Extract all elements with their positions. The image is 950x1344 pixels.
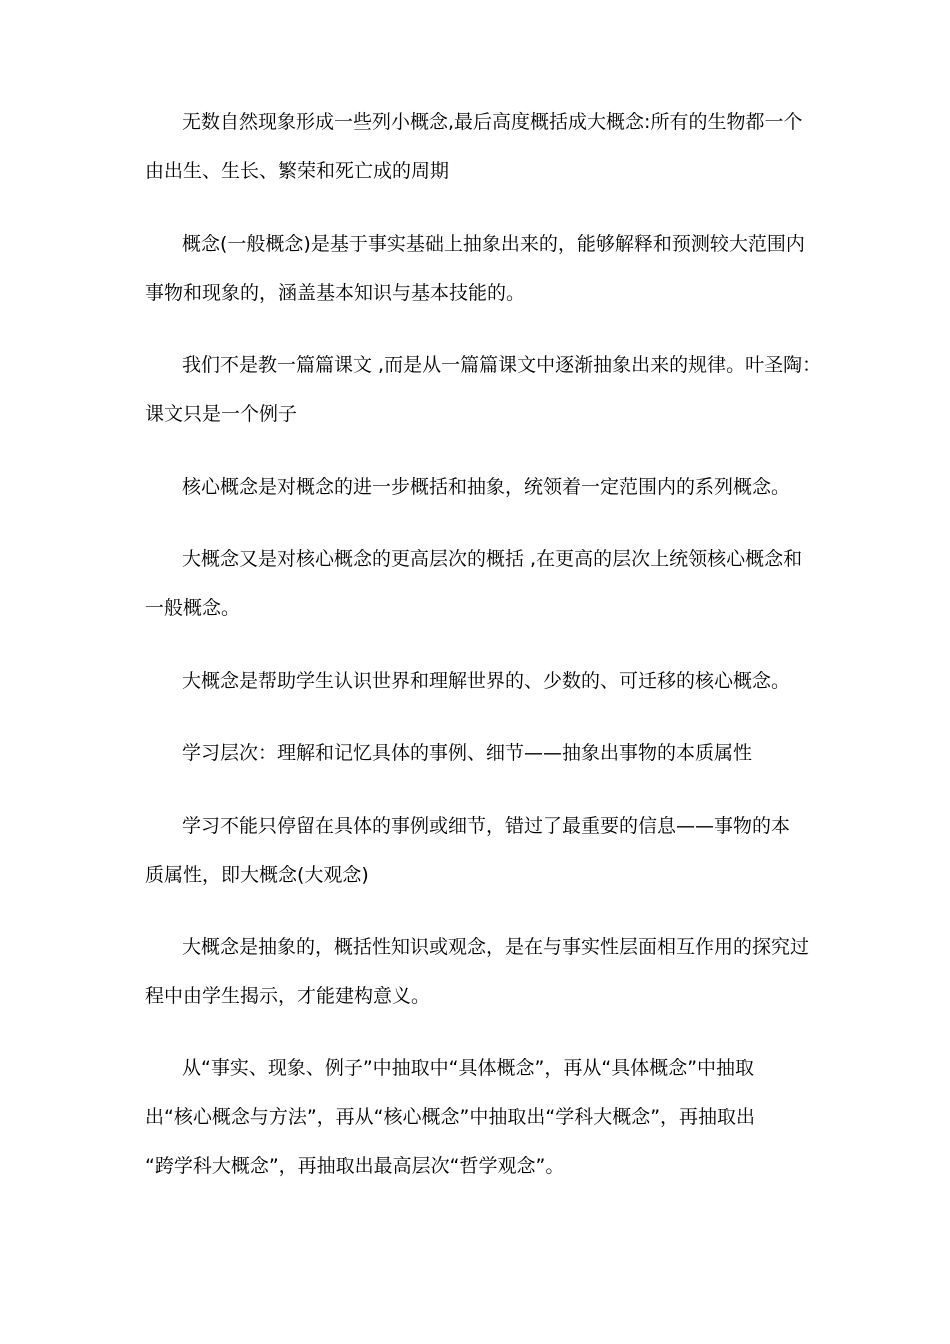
paragraph-1-line-1: 无数自然现象形成一些列小概念,最后高度概括成大概念:所有的生物都一个 — [182, 111, 803, 133]
paragraph-7-line-1: 学习层次：理解和记忆具体的事例、细节——抽象出事物的本质属性 — [182, 742, 753, 764]
paragraph-2-line-2: 事物和现象的，涵盖基本知识与基本技能的。 — [145, 282, 526, 304]
paragraph-9-line-1: 大概念是抽象的，概括性知识或观念，是在与事实性层面相互作用的探究过 — [182, 936, 810, 958]
paragraph-10-line-1: 从“事实、现象、例子”中抽取中“具体概念”，再从“具体概念”中抽取 — [182, 1057, 755, 1079]
paragraph-4-line-1: 核心概念是对概念的进一步概括和抽象，统领着一定范围内的系列概念。 — [182, 476, 791, 498]
paragraph-8-line-1: 学习不能只停留在具体的事例或细节，错过了最重要的信息——事物的本 — [182, 815, 791, 837]
paragraph-6-line-1: 大概念是帮助学生认识世界和理解世界的、少数的、可迁移的核心概念。 — [182, 670, 791, 692]
paragraph-3-line-1: 我们不是教一篇篇课文 ,而是从一篇篇课文中逐渐抽象出来的规律。叶圣陶： — [182, 354, 822, 376]
paragraph-8-line-2: 质属性，即大概念(大观念) — [145, 864, 369, 886]
paragraph-5-line-2: 一般概念。 — [145, 597, 241, 619]
paragraph-9-line-2: 程中由学生揭示，才能建构意义。 — [145, 985, 431, 1007]
paragraph-10-line-3: “跨学科大概念”，再抽取出最高层次“哲学观念”。 — [145, 1155, 565, 1177]
paragraph-2-line-1: 概念(一般概念)是基于事实基础上抽象出来的，能够解释和预测较大范围内 — [182, 233, 805, 255]
paragraph-1-line-2: 由出生、生长、繁荣和死亡成的周期 — [145, 160, 450, 182]
paragraph-5-line-1: 大概念又是对核心概念的更高层次的概括 ,在更高的层次上统领核心概念和 — [182, 548, 803, 570]
paragraph-10-line-2: 出“核心概念与方法”，再从“核心概念”中抽取出“学科大概念”，再抽取出 — [145, 1106, 756, 1128]
paragraph-3-line-2: 课文只是一个例子 — [145, 403, 298, 425]
